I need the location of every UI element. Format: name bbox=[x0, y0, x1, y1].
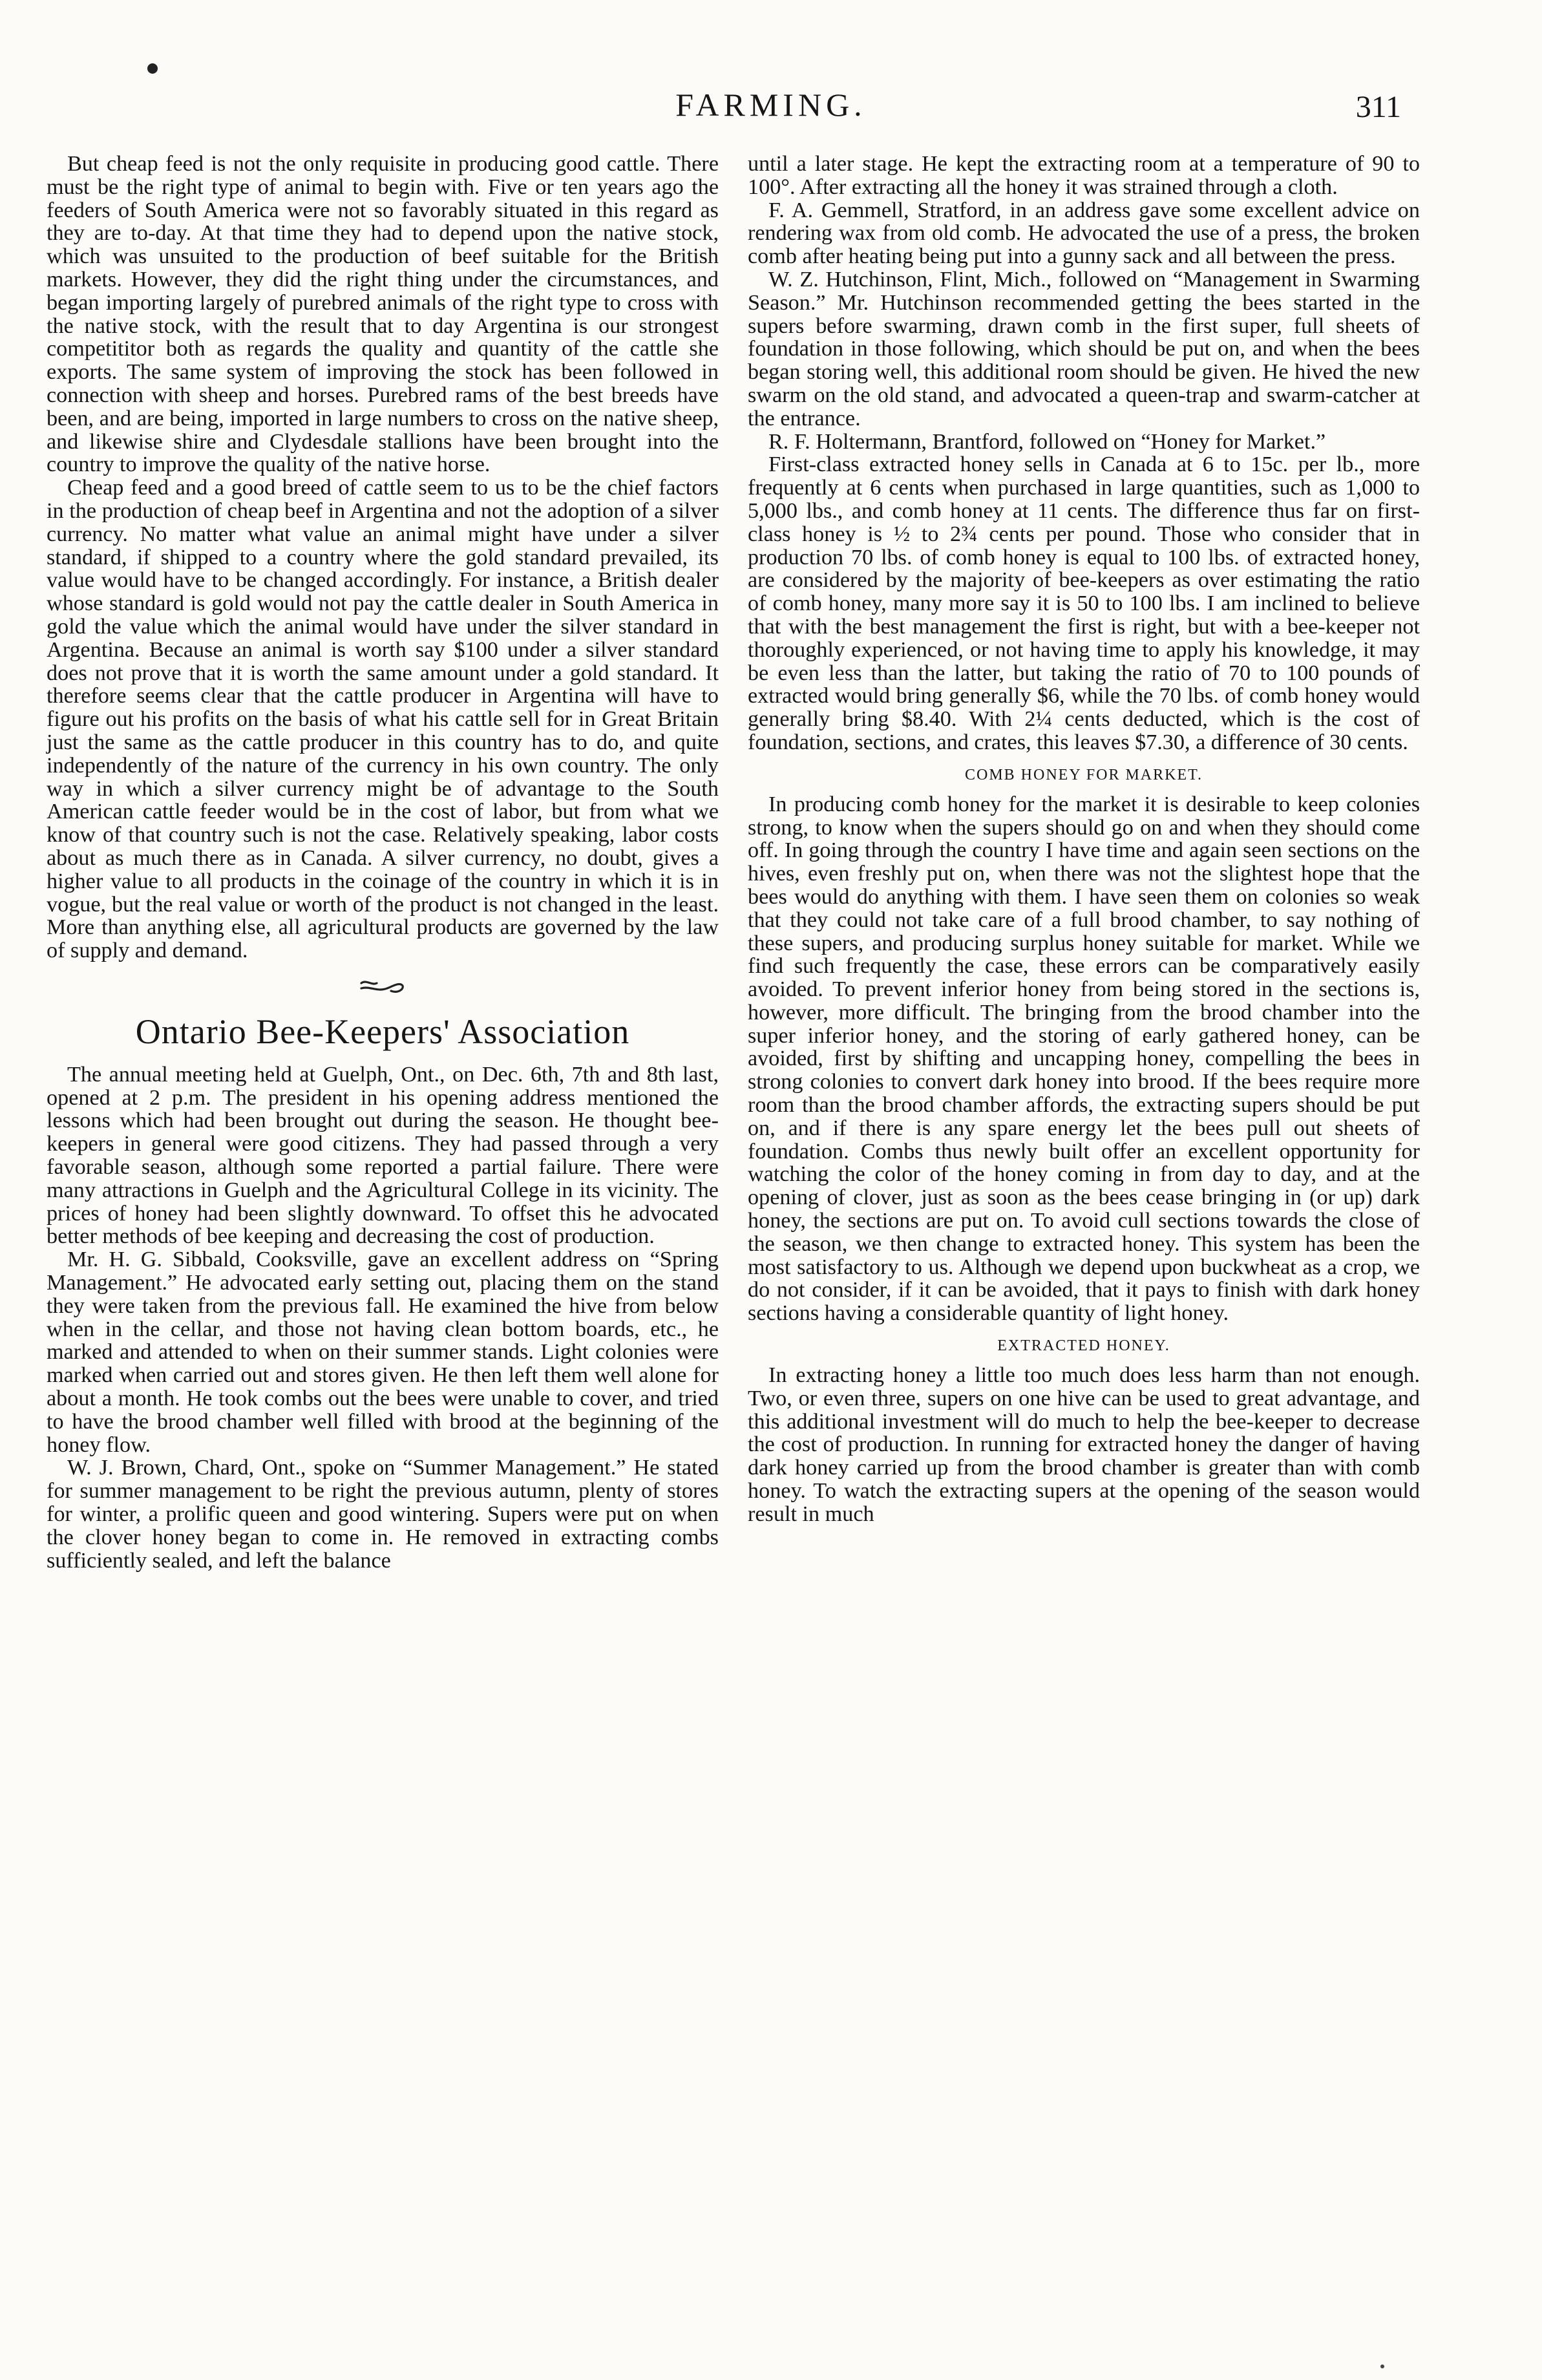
paragraph-extracted-honey: In extracting honey a little too much does less harm than not enough. Two, or even three, supers on one hive can be used to great advantage, and this additional investment will do much to help the bee-keeper to decrease the cost of production. In running for extracted honey the danger of having dark honey carried up from the brood chamber is greater than with comb honey. To watch the extracting supers at the opening of the season would result in much bbox=[748, 1363, 1420, 1526]
section-ornament bbox=[357, 977, 408, 997]
subheading-comb-honey: COMB HONEY FOR MARKET. bbox=[964, 766, 1203, 783]
ink-dot bbox=[147, 63, 158, 74]
paragraph-annual-meeting: The annual meeting held at Guelph, Ont., on Dec. 6th, 7th and 8th last, opened at 2 p.m. The president in his opening address mentioned the lessons which had been brought out during the season. He thought bee-keepers in general were good citizens. They had passed through a very favorable season, although some reported a partial failure. There were many attractions in Guelph and the Agricultural College in its vicinity. The prices of honey had been slightly downward. To offset this he advocated better methods of bee keeping and decreasing the cost of production. bbox=[47, 1062, 719, 1249]
right-column bbox=[748, 153, 1420, 1526]
paragraph-first-class-honey: First-class extracted honey sells in Canada at 6 to 15c. per lb., more frequently at 6 cents when purchased in large quantities, such as 1,000 to 5,000 lbs., and comb honey at 11 cents. The difference thus far on first-class honey is ½ to 2¾ cents per pound. Those who consider that in production 70 lbs. of comb honey is equal to 100 lbs. of extracted honey, are considered by the majority of bee-keepers as over estimating the ratio of comb honey, many more say it is 50 to 100 lbs. I am inclined to believe that with the best management the first is right, but with a bee-keeper not thoroughly experienced, or not having time to apply his knowledge, it may be even less than the latter, but taking the ratio of 70 to 100 pounds of extracted would bring generally $6, while the 70 lbs. of comb honey would generally bring $8.40. With 2¼ cents deducted, which is the cost of foundation, sections, and crates, this leaves $7.30, a difference of 30 cents. bbox=[748, 452, 1420, 754]
paragraph-comb-honey: In producing comb honey for the market it is desirable to keep colonies strong, to know when the supers should go on and when they should come off. In going through the country I have time and again seen sections on the hives, even freshly put on, when there was not the slightest hope that the bees would do anything with them. I have seen them on colonies so weak that they could not take care of a full brood chamber, to say nothing of these supers, and producing surplus honey suitable for market. While we find such frequently the case, these errors can be comparatively easily avoided. To prevent inferior honey from being stored in the sections is, however, more difficult. The bringing from the brood chamber into the super inferior honey, and the storing of early gathered honey, can be avoided, first by shifting and uncapping honey, compelling the bees in strong colonies to convert dark honey into brood. If the bees require more room than the brood chamber affords, the extracting supers should be put on, and if there is any spare energy let the bees pull out sheets of foundation. Combs thus newly built offer an excellent opportunity for watching the color of the honey coming in from day to day, and at the opening of clover, just as soon as the bees cease bringing in (or up) dark honey, the sections are put on. To avoid cull sections towards the close of the season, we then change to extracted honey. This system has been the most satisfactory to us. Although we depend upon buckwheat as a crop, we do not consider, if it can be avoided, that it pays to finish with dark honey sections having a considerable quantity of light honey. bbox=[748, 792, 1420, 1326]
paragraph-gemmell: F. A. Gemmell, Stratford, in an address gave some excellent advice on rendering wax from old comb. He advocated the use of a press, the broken comb after heating being put into a gunny sack and all between the press. bbox=[748, 198, 1420, 269]
subheading-extracted-honey: EXTRACTED HONEY. bbox=[997, 1337, 1170, 1355]
page-number: 311 bbox=[1355, 90, 1401, 124]
paragraph-summer-management: W. J. Brown, Chard, Ont., spoke on “Summer Management.” He stated for summer management to be right the previous autumn, plenty of stores for winter, a prolific queen and good wintering. Supers were put on when the clover honey began to come in. He removed in extracting combs sufficiently sealed, and left the balance bbox=[47, 1456, 719, 1573]
paragraph-continued: until a later stage. He kept the extracting room at a temperature of 90 to 100°. After extracting all the honey it was strained through a cloth. bbox=[748, 152, 1420, 199]
left-column bbox=[47, 153, 719, 1572]
paragraph-holtermann: R. F. Holtermann, Brantford, followed on “Honey for Market.” bbox=[768, 429, 1326, 454]
running-title: FARMING. bbox=[675, 87, 867, 123]
paragraph-spring-management: Mr. H. G. Sibbald, Cooksville, gave an excellent address on “Spring Management.” He advocated early setting out, placing them on the stand they were taken from the previous fall. He examined the hive from below when in the cellar, and those not having clean bottom boards, etc., he marked and attended to when on their summer stands. Light colonies were marked when carried out and stores given. He then left them well alone for about a month. He took combs out the bees were unable to cover, and tried to have the brood chamber well filled with brood at the beginning of the honey flow. bbox=[47, 1248, 719, 1457]
ink-speck bbox=[1380, 2364, 1384, 2368]
paragraph-cheap-feed: But cheap feed is not the only requisite in producing good cattle. There must be the right type of animal to begin with. Five or ten years ago the feeders of South America were not so favorably situated in this regard as they are to-day. At that time they had to depend upon the native stock, which was unsuited to the production of beef suitable for the British markets. However, they did the right thing under the circumstances, and began importing largely of purebred animals of the right type to cross with the native stock, with the result that to day Argentina is our strongest competititor both as regards the quality and quantity of the cattle she exports. The same system of improving the stock has been followed in connection with sheep and horses. Purebred rams of the best breeds have been, and are being, imported in large numbers to cross on the native sheep, and likewise shire and Clydesdale stallions have been brought into the country to improve the quality of the native horse. bbox=[47, 152, 719, 477]
section-heading: Ontario Bee-Keepers' Association bbox=[135, 1012, 630, 1051]
paragraph-hutchinson: W. Z. Hutchinson, Flint, Mich., followed on “Management in Swarming Season.” Mr. Hutchinson recommended getting the bees started in the supers before swarming, drawn comb in the first super, full sheets of foundation in those following, which should be put on, and when the bees began storing well, this additional room should be given. He hived the new swarm on the old stand, and advocated a queen-trap and swarm-catcher at the entrance. bbox=[748, 267, 1420, 430]
paragraph-silver-currency: Cheap feed and a good breed of cattle seem to us to be the chief factors in the production of cheap beef in Argentina and not the adoption of a silver currency. No matter what value an animal might have under a silver standard, if shipped to a country where the gold standard prevailed, its value would have to be changed accordingly. For instance, a British dealer whose standard is gold would not pay the cattle dealer in South America in gold the value which the animal would have under the silver standard in Argentina. Because an animal is worth say $100 under a silver standard does not prove that it is worth the same amount under a gold standard. It therefore seems clear that the cattle producer in Argentina will have to figure out his profits on the basis of what his cattle sell for in Great Britain just the same as the cattle producer in this country has to do, and quite independently of the nature of the currency in his own country. The only way in which a silver currency might be of advantage to the South American cattle feeder would be in the cost of labor, but from what we know of that country such is not the case. Relatively speaking, labor costs about as much there as in Canada. A silver currency, no doubt, gives a higher value to all products in the coinage of the country in which it is in vogue, but the real value or worth of the product is not changed in the least. More than anything else, all agricultural products are governed by the law of supply and demand. bbox=[47, 476, 719, 963]
